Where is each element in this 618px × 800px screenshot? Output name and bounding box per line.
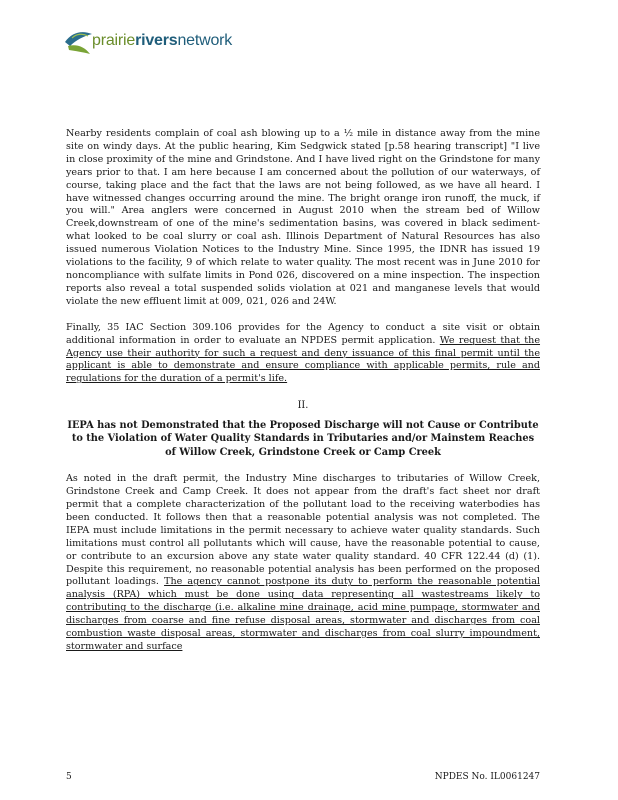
logo-wordmark xyxy=(92,32,232,50)
logo-word-prairie: prairie xyxy=(92,32,136,49)
section-number: II. xyxy=(297,400,309,412)
paragraph-draft-permit-text: As noted in the draft permit, the Industry Mine discharges to tributaries of Willow Creek, Grindstone Creek and Camp Creek. It does not appear from the draft's fact sheet nor draft permit that a complete characterization of the pollutant load to the receiving waterbodies has been conducted. It follows then that a reasonable potential analysis was not completed. The IEPA must include limitations in the permit necessary to achieve water quality standards. Such limitations must control all pollutants which will cause, have the reasonable potential to cause, or contribute to an excursion above any state water quality standard. 40 CFR 122.44 (d) (1). Despite this requirement, no reasonable potential analysis has been performed on the proposed pollutant loadings. xyxy=(66,473,540,588)
logo-word-network: network xyxy=(177,32,233,49)
page-number: 5 xyxy=(66,772,72,782)
paragraph-draft-permit-rpa: The agency cannot postpone its duty to perform the reasonable potential analysis (RPA) which must be done using data representing all wastestreams likely to contributing to the discharge (i.e. alkaline mine drainage, acid mine pumpage, stormwater and discharges from coarse and fine refuse disposal areas, stormwater and discharges from coal combustion waste disposal areas, stormwater and discharges from coal slurry impoundment, stormwater and surface xyxy=(66,576,540,652)
paragraph-draft-permit xyxy=(66,473,540,654)
prairie-rivers-network-logo xyxy=(62,24,262,64)
paragraph-site-visit xyxy=(66,322,540,387)
section-title: IEPA has not Demonstrated that the Proposed Discharge will not Cause or Contribute to the Violation of Water Quality Standards in Tributaries and/or Mainstem Reaches of Willow Creek, Grindstone Creek or Camp Creek xyxy=(67,419,539,458)
paragraph-residents: Nearby residents complain of coal ash blowing up to a ½ mile in distance away from the mine site on windy days. At the public hearing, Kim Sedgwick stated [p.58 hearing transcript] "I live in close proximity of the mine and Grindstone. And I have lived right on the Grindstone for many years prior to that. I am here because I am concerned about the pollution of our waterways, of course, taking place and the fact that the laws are not being followed, as we have all heard. I have witnessed changes occurring around the mine. The bright orange iron runoff, the muck, if you will." Area anglers were concerned in August 2010 when the stream bed of Willow Creek,downstream of one of the mine's sedimentation basins, was covered in black sediment- what looked to be coal slurry or coal ash. Illinois Department of Natural Resources has also issued numerous Violation Notices to the Industry Mine. Since 1995, the IDNR has issued 19 violations to the facility, 9 of which relate to water quality. The most recent was in June 2010 for noncompliance with sulfate limits in Pond 026, discovered on a mine inspection. The inspection reports also reveal a total suspended solids violation at 021 and manganese levels that would violate the new effluent limit at 009, 021, 026 and 24W. xyxy=(66,128,540,307)
paragraph-site-visit-request: We request that the Agency use their authority for such a request and deny issuance of this final permit until the applicant is able to demonstrate and ensure compliance with applicable permits, rule and regulations for the duration of a permit's life. xyxy=(66,334,541,385)
permit-number: NPDES No. IL0061247 xyxy=(434,772,540,782)
paragraph-site-visit-text: Finally, 35 IAC Section 309.106 provides for the Agency to conduct a site visit or obtain additional information in order to evaluate an NPDES permit application. xyxy=(66,321,540,346)
leaf-icon xyxy=(62,24,96,64)
document-body xyxy=(66,128,540,667)
section-heading xyxy=(66,399,540,459)
logo-word-rivers: rivers xyxy=(135,32,178,49)
